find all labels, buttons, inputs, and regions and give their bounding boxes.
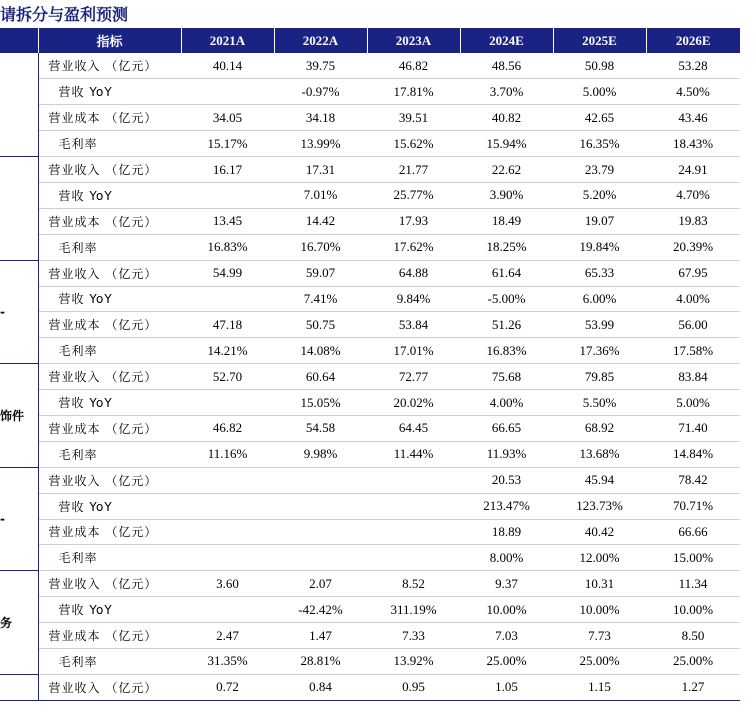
table-row	[0, 519, 740, 545]
value-cell	[181, 390, 274, 416]
value-cell: 34.05	[181, 105, 274, 131]
value-cell: 15.62%	[367, 131, 460, 157]
value-cell: 3.70%	[460, 79, 553, 105]
table-row	[0, 260, 740, 286]
metric-label: 营业收入 （亿元）	[38, 467, 181, 493]
value-cell: 311.19%	[367, 597, 460, 623]
value-cell: 25.00%	[460, 648, 553, 674]
value-cell: 25.00%	[646, 648, 740, 674]
value-cell: 19.07	[553, 208, 646, 234]
value-cell: 18.43%	[646, 131, 740, 157]
value-cell: -5.00%	[460, 286, 553, 312]
table-header-row	[0, 28, 740, 53]
segment-label: -	[0, 260, 38, 364]
metric-label: 营业成本 （亿元）	[38, 415, 181, 441]
table-row	[0, 53, 740, 79]
value-cell: 53.99	[553, 312, 646, 338]
value-cell	[367, 493, 460, 519]
value-cell	[367, 467, 460, 493]
value-cell: 67.95	[646, 260, 740, 286]
metric-label: 营业成本 （亿元）	[38, 519, 181, 545]
value-cell: 20.53	[460, 467, 553, 493]
value-cell: 40.82	[460, 105, 553, 131]
metric-label: 营收 YoY	[38, 493, 181, 519]
metric-label: 毛利率	[38, 234, 181, 260]
value-cell	[274, 519, 367, 545]
metric-label: 营业收入 （亿元）	[38, 157, 181, 183]
value-cell: 20.39%	[646, 234, 740, 260]
column-header: 2024E	[460, 28, 553, 53]
value-cell: 5.00%	[553, 79, 646, 105]
value-cell: 15.05%	[274, 390, 367, 416]
value-cell: 72.77	[367, 364, 460, 390]
value-cell: 54.99	[181, 260, 274, 286]
metric-label: 营收 YoY	[38, 79, 181, 105]
value-cell: 14.21%	[181, 338, 274, 364]
value-cell: 17.62%	[367, 234, 460, 260]
value-cell	[181, 545, 274, 571]
table-row	[0, 157, 740, 183]
value-cell: 213.47%	[460, 493, 553, 519]
value-cell: 7.41%	[274, 286, 367, 312]
value-cell: 2.07	[274, 571, 367, 597]
metric-label: 营业成本 （亿元）	[38, 208, 181, 234]
metric-label: 毛利率	[38, 338, 181, 364]
value-cell: 53.84	[367, 312, 460, 338]
value-cell: 7.01%	[274, 182, 367, 208]
value-cell: 1.27	[646, 674, 740, 700]
table-row	[0, 597, 740, 623]
value-cell: 5.50%	[553, 390, 646, 416]
value-cell: 20.02%	[367, 390, 460, 416]
value-cell: 17.81%	[367, 79, 460, 105]
value-cell: 51.26	[460, 312, 553, 338]
value-cell: 10.00%	[553, 597, 646, 623]
value-cell: 50.98	[553, 53, 646, 79]
value-cell	[181, 597, 274, 623]
value-cell: 14.42	[274, 208, 367, 234]
value-cell: 10.00%	[646, 597, 740, 623]
value-cell: 9.37	[460, 571, 553, 597]
value-cell: 78.42	[646, 467, 740, 493]
value-cell: 43.46	[646, 105, 740, 131]
value-cell: 22.62	[460, 157, 553, 183]
value-cell: 13.45	[181, 208, 274, 234]
value-cell: 25.77%	[367, 182, 460, 208]
value-cell: 11.34	[646, 571, 740, 597]
table-row	[0, 105, 740, 131]
segment-label: 饰件	[0, 364, 38, 468]
table-row	[0, 545, 740, 571]
value-cell: 66.66	[646, 519, 740, 545]
value-cell: 13.92%	[367, 648, 460, 674]
value-cell: 50.75	[274, 312, 367, 338]
value-cell: 68.92	[553, 415, 646, 441]
value-cell: 6.00%	[553, 286, 646, 312]
table-row	[0, 390, 740, 416]
value-cell: 7.03	[460, 623, 553, 649]
metric-label: 毛利率	[38, 648, 181, 674]
value-cell: 8.00%	[460, 545, 553, 571]
value-cell: 19.83	[646, 208, 740, 234]
metric-label: 营业成本 （亿元）	[38, 623, 181, 649]
value-cell: 75.68	[460, 364, 553, 390]
value-cell: 66.65	[460, 415, 553, 441]
segment-label: -	[0, 467, 38, 571]
value-cell: 2.47	[181, 623, 274, 649]
table-row	[0, 131, 740, 157]
metric-label: 毛利率	[38, 131, 181, 157]
value-cell: 16.17	[181, 157, 274, 183]
value-cell: 42.65	[553, 105, 646, 131]
value-cell: 19.84%	[553, 234, 646, 260]
value-cell	[181, 519, 274, 545]
table-row	[0, 338, 740, 364]
metric-label: 营业收入 （亿元）	[38, 364, 181, 390]
value-cell: 0.84	[274, 674, 367, 700]
value-cell: 17.01%	[367, 338, 460, 364]
value-cell: 4.70%	[646, 182, 740, 208]
metric-label: 毛利率	[38, 441, 181, 467]
value-cell: 18.25%	[460, 234, 553, 260]
column-header: 2023A	[367, 28, 460, 53]
value-cell: 0.72	[181, 674, 274, 700]
value-cell: 47.18	[181, 312, 274, 338]
value-cell	[367, 545, 460, 571]
segment-header	[0, 28, 38, 53]
value-cell: 39.75	[274, 53, 367, 79]
segment-label: 务	[0, 571, 38, 675]
value-cell	[274, 467, 367, 493]
metric-label: 营收 YoY	[38, 597, 181, 623]
value-cell: 54.58	[274, 415, 367, 441]
table-row	[0, 208, 740, 234]
metric-label: 营业成本 （亿元）	[38, 105, 181, 131]
value-cell: 0.95	[367, 674, 460, 700]
metric-label: 营收 YoY	[38, 390, 181, 416]
table-body	[0, 53, 740, 700]
value-cell: 34.18	[274, 105, 367, 131]
value-cell: 13.99%	[274, 131, 367, 157]
table-row	[0, 234, 740, 260]
metric-label: 营业收入 （亿元）	[38, 571, 181, 597]
table-row	[0, 441, 740, 467]
value-cell: 5.20%	[553, 182, 646, 208]
value-cell: 17.36%	[553, 338, 646, 364]
table-row	[0, 364, 740, 390]
value-cell: 64.88	[367, 260, 460, 286]
value-cell: 23.79	[553, 157, 646, 183]
value-cell: 61.64	[460, 260, 553, 286]
table-row	[0, 674, 740, 700]
column-header: 2026E	[646, 28, 740, 53]
metric-label: 营业成本 （亿元）	[38, 312, 181, 338]
value-cell: 10.31	[553, 571, 646, 597]
page-title: 请拆分与盈利预测	[0, 5, 129, 24]
metric-label: 营收 YoY	[38, 286, 181, 312]
value-cell: 79.85	[553, 364, 646, 390]
value-cell: 9.98%	[274, 441, 367, 467]
column-header: 2022A	[274, 28, 367, 53]
value-cell: 24.91	[646, 157, 740, 183]
value-cell: 48.56	[460, 53, 553, 79]
metric-label: 营收 YoY	[38, 182, 181, 208]
value-cell: 65.33	[553, 260, 646, 286]
segment-label	[0, 157, 38, 261]
value-cell: 70.71%	[646, 493, 740, 519]
table-row	[0, 79, 740, 105]
value-cell: 39.51	[367, 105, 460, 131]
value-cell: 13.68%	[553, 441, 646, 467]
value-cell: 45.94	[553, 467, 646, 493]
table-row	[0, 286, 740, 312]
table-row	[0, 648, 740, 674]
value-cell: 1.15	[553, 674, 646, 700]
value-cell: -0.97%	[274, 79, 367, 105]
value-cell: 71.40	[646, 415, 740, 441]
value-cell: 15.00%	[646, 545, 740, 571]
value-cell: 53.28	[646, 53, 740, 79]
value-cell: 1.47	[274, 623, 367, 649]
value-cell	[181, 79, 274, 105]
value-cell: 16.35%	[553, 131, 646, 157]
value-cell: 52.70	[181, 364, 274, 390]
table-row	[0, 571, 740, 597]
value-cell: 3.60	[181, 571, 274, 597]
value-cell: 4.50%	[646, 79, 740, 105]
value-cell	[181, 182, 274, 208]
value-cell: 11.44%	[367, 441, 460, 467]
value-cell: 1.05	[460, 674, 553, 700]
value-cell	[181, 493, 274, 519]
value-cell: 15.94%	[460, 131, 553, 157]
table-row	[0, 415, 740, 441]
value-cell	[274, 493, 367, 519]
value-cell: 4.00%	[460, 390, 553, 416]
value-cell: 5.00%	[646, 390, 740, 416]
table-row	[0, 467, 740, 493]
value-cell: 10.00%	[460, 597, 553, 623]
table-row	[0, 312, 740, 338]
value-cell: 56.00	[646, 312, 740, 338]
value-cell: 46.82	[367, 53, 460, 79]
value-cell	[181, 467, 274, 493]
value-cell: 17.93	[367, 208, 460, 234]
table-row	[0, 493, 740, 519]
segment-label	[0, 53, 38, 157]
value-cell: 31.35%	[181, 648, 274, 674]
metric-label: 营业收入 （亿元）	[38, 674, 181, 700]
value-cell: 11.16%	[181, 441, 274, 467]
metric-label: 毛利率	[38, 545, 181, 571]
value-cell: 40.42	[553, 519, 646, 545]
forecast-table	[0, 28, 740, 701]
value-cell: 4.00%	[646, 286, 740, 312]
value-cell: 15.17%	[181, 131, 274, 157]
value-cell: 14.84%	[646, 441, 740, 467]
value-cell: 17.31	[274, 157, 367, 183]
value-cell: 9.84%	[367, 286, 460, 312]
value-cell	[367, 519, 460, 545]
value-cell: 7.33	[367, 623, 460, 649]
value-cell: 60.64	[274, 364, 367, 390]
value-cell: 7.73	[553, 623, 646, 649]
value-cell: 18.49	[460, 208, 553, 234]
value-cell: 12.00%	[553, 545, 646, 571]
value-cell: 59.07	[274, 260, 367, 286]
column-header: 2025E	[553, 28, 646, 53]
value-cell: 123.73%	[553, 493, 646, 519]
value-cell: 16.70%	[274, 234, 367, 260]
value-cell: 28.81%	[274, 648, 367, 674]
value-cell: 25.00%	[553, 648, 646, 674]
segment-label	[0, 674, 38, 700]
value-cell: -42.42%	[274, 597, 367, 623]
value-cell	[181, 286, 274, 312]
value-cell: 11.93%	[460, 441, 553, 467]
metric-label: 营业收入 （亿元）	[38, 53, 181, 79]
value-cell: 64.45	[367, 415, 460, 441]
table-row	[0, 623, 740, 649]
value-cell	[274, 545, 367, 571]
value-cell: 18.89	[460, 519, 553, 545]
value-cell: 8.52	[367, 571, 460, 597]
value-cell: 16.83%	[181, 234, 274, 260]
value-cell: 40.14	[181, 53, 274, 79]
value-cell: 21.77	[367, 157, 460, 183]
value-cell: 8.50	[646, 623, 740, 649]
metric-label: 营业收入 （亿元）	[38, 260, 181, 286]
table-row	[0, 182, 740, 208]
value-cell: 14.08%	[274, 338, 367, 364]
value-cell: 46.82	[181, 415, 274, 441]
value-cell: 83.84	[646, 364, 740, 390]
value-cell: 17.58%	[646, 338, 740, 364]
column-header: 指标	[38, 28, 181, 53]
column-header: 2021A	[181, 28, 274, 53]
value-cell: 16.83%	[460, 338, 553, 364]
value-cell: 3.90%	[460, 182, 553, 208]
